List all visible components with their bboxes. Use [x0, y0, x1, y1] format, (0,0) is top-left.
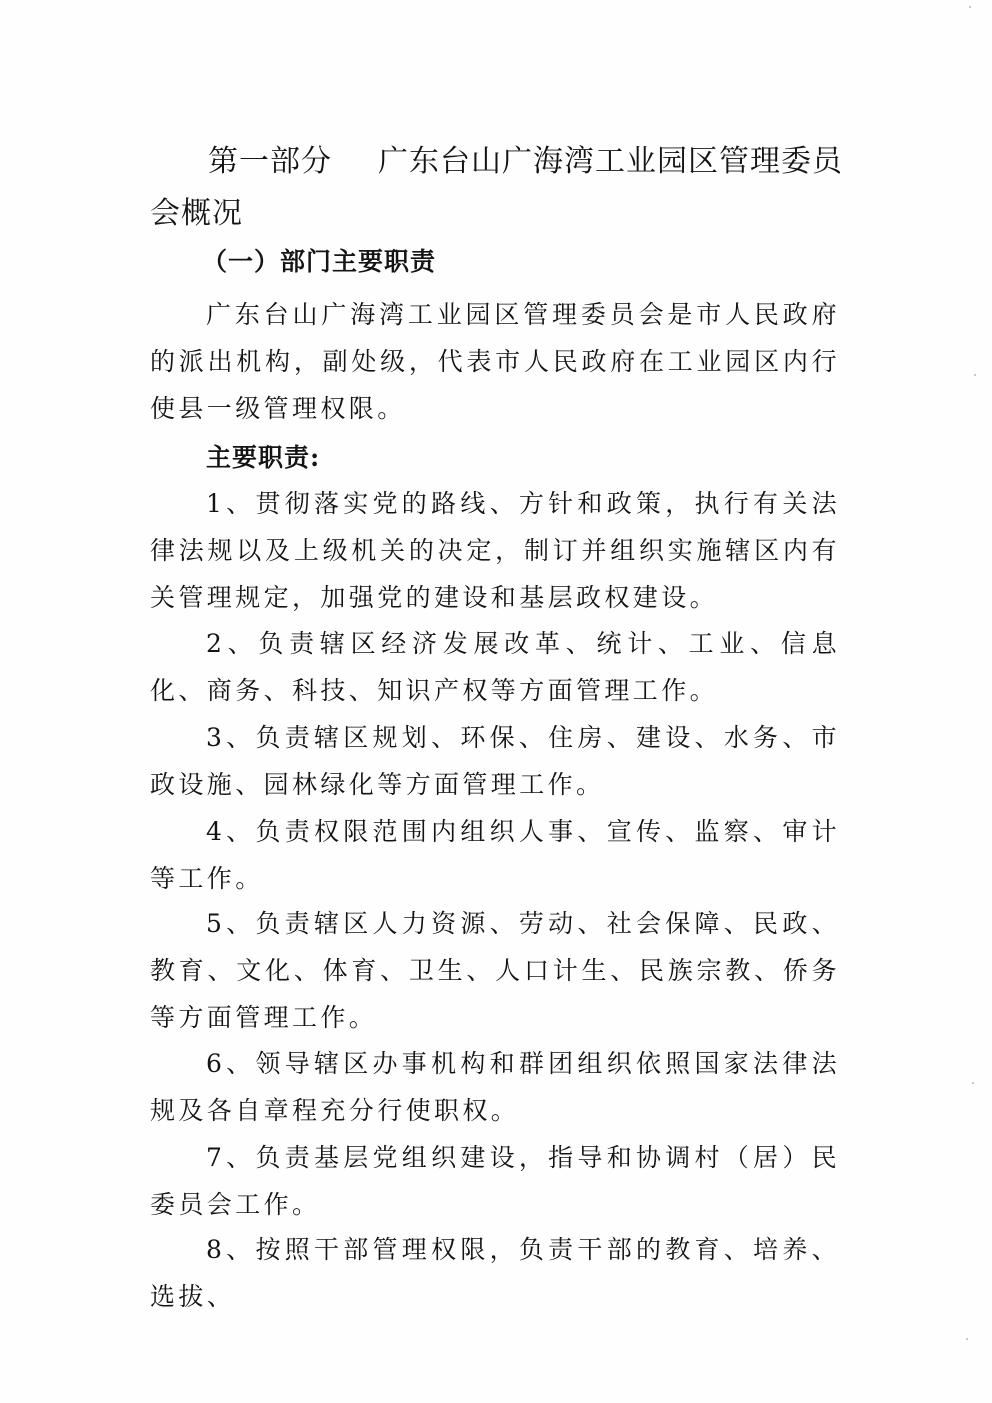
- duty-item-2: 2、负责辖区经济发展改革、统计、工业、信息化、商务、科技、知识产权等方面管理工作。: [150, 629, 840, 705]
- duty-item-4: 4、负责权限范围内组织人事、宣传、监察、审计等工作。: [150, 817, 840, 893]
- scan-speck: [966, 1338, 968, 1340]
- duty-item-3: 3、负责辖区规划、环保、住房、建设、水务、市政设施、园林绿化等方面管理工作。: [150, 723, 840, 799]
- scan-speck: [972, 1082, 974, 1084]
- section-heading: （一）部门主要职责: [202, 247, 437, 276]
- intro-paragraph: 广东台山广海湾工业园区管理委员会是市人民政府的派出机构，副处级，代表市人民政府在工业园区内行使县一级管理权限。: [150, 300, 840, 423]
- page-title: [150, 136, 850, 240]
- scan-speck: [969, 6, 971, 8]
- duty-item-8: 8、按照干部管理权限，负责干部的教育、培养、选拔、: [150, 1235, 840, 1311]
- scan-speck: [974, 374, 976, 376]
- title-main: 广东台山广海湾工业园区管理委员会概况: [150, 144, 843, 231]
- title-part: 第一部分: [208, 144, 332, 179]
- duty-item-7: 7、负责基层党组织建设，指导和协调村（居）民委员会工作。: [150, 1143, 840, 1219]
- duty-item-6: 6、领导辖区办事机构和群团组织依照国家法律法规及各自章程充分行使职权。: [150, 1049, 840, 1125]
- duties-label: 主要职责:: [206, 443, 321, 472]
- duty-item-5: 5、负责辖区人力资源、劳动、社会保障、民政、教育、文化、体育、卫生、人口计生、民族宗教、侨务等方面管理工作。: [150, 909, 840, 1032]
- duty-item-1: 1、贯彻落实党的路线、方针和政策，执行有关法律法规以及上级机关的决定，制订并组织实施辖区内有关管理规定，加强党的建设和基层政权建设。: [150, 489, 840, 612]
